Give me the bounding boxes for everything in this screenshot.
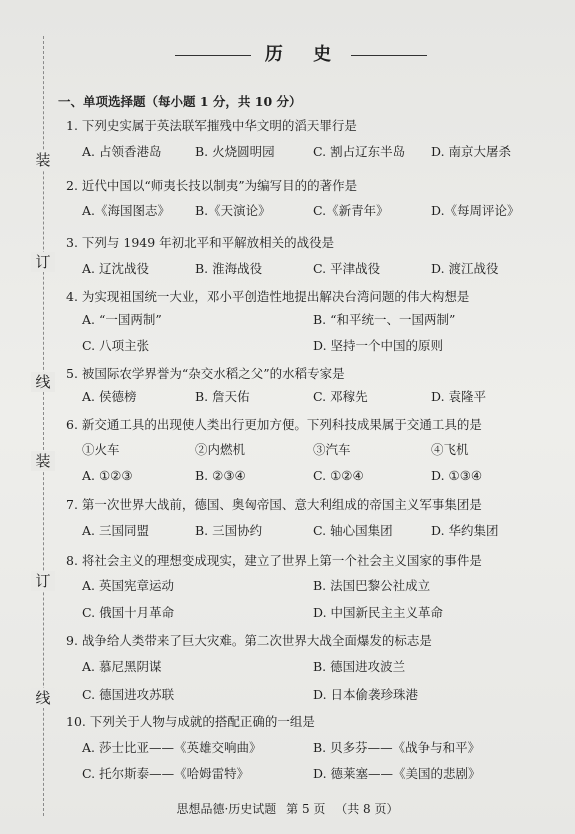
option-d: D. 南京大屠杀 xyxy=(431,144,512,159)
option-c: C. 俄国十月革命 xyxy=(82,605,175,620)
binding-char: 订 xyxy=(31,252,55,272)
option-a: A. 三国同盟 xyxy=(82,523,149,538)
option-c: C. 割占辽东半岛 xyxy=(313,144,406,159)
section-heading: 一、单项选择题（每小题 1 分，共 10 分） xyxy=(58,94,302,109)
option-b: B. 三国协约 xyxy=(195,523,263,538)
option-c: C. 邓稼先 xyxy=(313,389,368,404)
option-c: C. 德国进攻苏联 xyxy=(82,687,175,702)
option-a: A. 慕尼黑阴谋 xyxy=(82,659,162,674)
footer-total-pages: （共 8 页） xyxy=(335,802,399,816)
option-b: B. 贝多芬——《战争与和平》 xyxy=(313,740,481,755)
binding-char: 装 xyxy=(31,150,55,170)
option-a: A. 莎士比亚——《英雄交响曲》 xyxy=(82,740,262,755)
option-d: D. 日本偷袭珍珠港 xyxy=(313,687,419,702)
option-d: D. 渡江战役 xyxy=(431,261,499,276)
binding-char: 订 xyxy=(31,571,55,591)
question-stem: 9. 战争给人类带来了巨大灾难。第二次世界大战全面爆发的标志是 xyxy=(66,633,432,648)
footer-subject: 思想品德·历史试题 xyxy=(176,802,277,816)
option-a: A. 辽沈战役 xyxy=(82,261,149,276)
question-stem: 3. 下列与 1949 年初北平和平解放相关的战役是 xyxy=(66,235,335,250)
question-stem: 1. 下列史实属于英法联军摧残中华文明的滔天罪行是 xyxy=(66,118,357,133)
binding-char: 线 xyxy=(31,688,55,708)
binding-char: 线 xyxy=(31,372,55,392)
option-d: D. 华约集团 xyxy=(431,523,499,538)
option-a: A. 占领香港岛 xyxy=(82,144,162,159)
option-a: A.《海国图志》 xyxy=(82,203,171,218)
question-stem: 8. 将社会主义的理想变成现实，建立了世界上第一个社会主义国家的事件是 xyxy=(66,553,482,568)
option-c: C. ①②④ xyxy=(313,468,364,483)
option-b: B.《天演论》 xyxy=(195,203,271,218)
option-d: D. 中国新民主主义革命 xyxy=(313,605,444,620)
option-a: A. 英国宪章运动 xyxy=(82,578,174,593)
option-b: B. 淮海战役 xyxy=(195,261,263,276)
question-stem: 10. 下列关于人物与成就的搭配正确的一组是 xyxy=(66,714,315,729)
option-b: B. 法国巴黎公社成立 xyxy=(313,578,431,593)
option-d: D.《每周评论》 xyxy=(431,203,520,218)
page-title: 历 史 xyxy=(264,44,344,65)
option-c: C. 托尔斯泰——《哈姆雷特》 xyxy=(82,766,250,781)
footer-page-number: 第 5 页 xyxy=(286,802,326,816)
option-a: A. “一国两制” xyxy=(82,312,162,327)
option-d: D. 袁隆平 xyxy=(431,389,487,404)
option-d: D. 坚持一个中国的原则 xyxy=(313,338,444,353)
option-c: C.《新青年》 xyxy=(313,203,389,218)
option-b: B. 德国进攻波兰 xyxy=(313,659,406,674)
option-b: B. 詹天佑 xyxy=(195,389,250,404)
option-b: B. ②③④ xyxy=(195,468,246,483)
option-d: D. 德莱塞——《美国的悲剧》 xyxy=(313,766,481,781)
binding-char: 装 xyxy=(31,451,55,471)
question-stem: 4. 为实现祖国统一大业，邓小平创造性地提出解决台湾问题的伟大构想是 xyxy=(66,289,470,304)
statement-item: ①火车 xyxy=(82,442,120,457)
option-c: C. 轴心国集团 xyxy=(313,523,393,538)
option-b: B. “和平统一、一国两制” xyxy=(313,312,456,327)
option-a: A. ①②③ xyxy=(82,468,133,483)
statement-item: ③汽车 xyxy=(313,442,351,457)
statement-item: ②内燃机 xyxy=(195,442,246,457)
option-c: C. 平津战役 xyxy=(313,261,381,276)
question-stem: 2. 近代中国以“师夷长技以制夷”为编写目的的著作是 xyxy=(66,178,358,193)
question-stem: 7. 第一次世界大战前，德国、奥匈帝国、意大利组成的帝国主义军事集团是 xyxy=(66,497,482,512)
question-stem: 6. 新交通工具的出现使人类出行更加方便。下列科技成果属于交通工具的是 xyxy=(66,417,482,432)
option-c: C. 八项主张 xyxy=(82,338,150,353)
option-b: B. 火烧圆明园 xyxy=(195,144,275,159)
option-d: D. ①③④ xyxy=(431,468,483,483)
option-a: A. 侯德榜 xyxy=(82,389,137,404)
statement-item: ④飞机 xyxy=(431,442,469,457)
page-footer xyxy=(0,800,575,817)
question-stem: 5. 被国际农学界誉为“杂交水稻之父”的水稻专家是 xyxy=(66,366,345,381)
